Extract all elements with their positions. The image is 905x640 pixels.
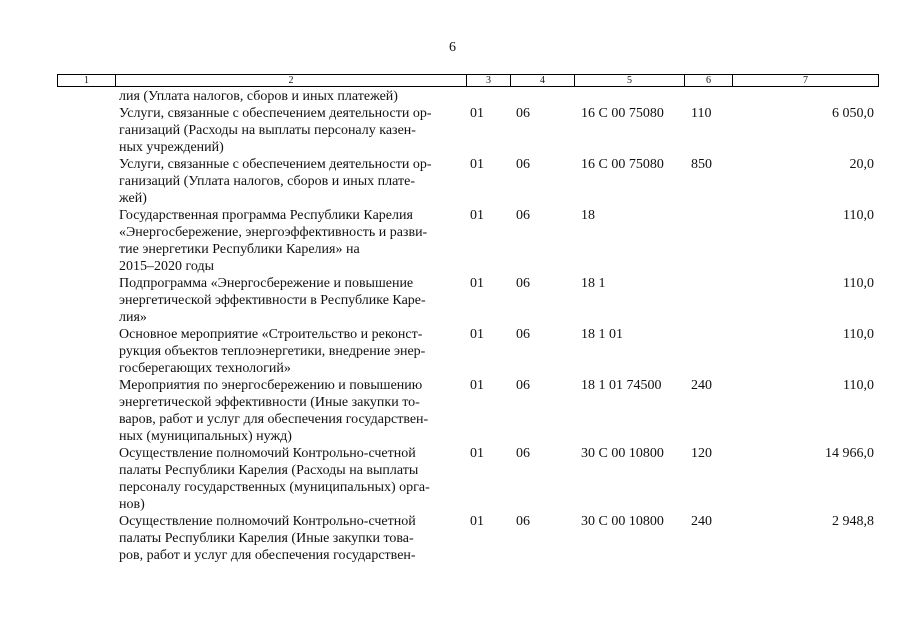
row-expense-type: 110 — [691, 106, 712, 121]
row-subsection-code: 06 — [516, 276, 530, 291]
row-section-code: 01 — [470, 157, 484, 172]
row-subsection-code: 06 — [516, 208, 530, 223]
table-row — [0, 513, 905, 564]
column-header-4: 4 — [510, 75, 574, 86]
column-header-3: 3 — [466, 75, 510, 86]
row-subsection-code: 06 — [516, 327, 530, 342]
table-body — [0, 88, 905, 564]
column-header-7: 7 — [732, 75, 878, 86]
column-header-2: 2 — [115, 75, 466, 86]
row-expense-type: 120 — [691, 446, 712, 461]
column-header-1: 1 — [84, 75, 89, 86]
column-header-5: 5 — [574, 75, 684, 86]
row-expense-type: 240 — [691, 514, 712, 529]
row-description: Услуги, связанные с обеспечением деятельности ор- ганизаций (Уплата налогов, сборов и иных плате- жей) — [119, 157, 432, 206]
table-row — [0, 445, 905, 513]
row-target-article: 16 С 00 75080 — [581, 157, 664, 172]
continuation-row — [0, 88, 905, 105]
column-header-6: 6 — [684, 75, 732, 86]
row-target-article: 18 1 01 — [581, 327, 623, 342]
row-amount: 6 050,0 — [832, 106, 874, 121]
row-expense-type: 240 — [691, 378, 712, 393]
row-amount: 20,0 — [849, 157, 874, 172]
row-subsection-code: 06 — [516, 378, 530, 393]
row-amount: 2 948,8 — [832, 514, 874, 529]
row-target-article: 18 1 — [581, 276, 606, 291]
row-target-article: 16 С 00 75080 — [581, 106, 664, 121]
row-section-code: 01 — [470, 276, 484, 291]
row-description: Осуществление полномочий Контрольно-счетной палаты Республики Карелия (Иные закупки това- ров, работ и услуг для обеспечения государствен- — [119, 514, 416, 563]
row-description: Услуги, связанные с обеспечением деятельности ор- ганизаций (Расходы на выплаты персоналу казен- ных учреждений) — [119, 106, 432, 155]
row-subsection-code: 06 — [516, 446, 530, 461]
row-subsection-code: 06 — [516, 106, 530, 121]
page-number: 6 — [449, 40, 456, 55]
row-description: Государственная программа Республики Карелия «Энергосбережение, энергоэффективность и разви- тие энергетики Республики Карелия» на 2015–2020 годы — [119, 208, 428, 274]
row-expense-type: 850 — [691, 157, 712, 172]
row-subsection-code: 06 — [516, 157, 530, 172]
row-target-article: 30 С 00 10800 — [581, 446, 664, 461]
row-amount: 110,0 — [843, 276, 874, 291]
row-target-article: 18 1 01 74500 — [581, 378, 662, 393]
row-section-code: 01 — [470, 514, 484, 529]
row-amount: 110,0 — [843, 208, 874, 223]
row-target-article: 18 — [581, 208, 595, 223]
table-row — [0, 326, 905, 377]
row-amount: 110,0 — [843, 327, 874, 342]
table-row — [0, 377, 905, 445]
row-description: Мероприятия по энергосбережению и повышению энергетической эффективности (Иные закупки то- варов, работ и услуг для обеспечения государствен- ных (муниципальных) нужд) — [119, 378, 429, 444]
table-row — [0, 207, 905, 275]
row-section-code: 01 — [470, 106, 484, 121]
row-target-article: 30 С 00 10800 — [581, 514, 664, 529]
continuation-text: лия (Уплата налогов, сборов и иных платежей) — [119, 89, 398, 104]
column-header-row — [57, 74, 879, 87]
row-description: Подпрограмма «Энергосбережение и повышение энергетической эффективности в Республике Каре- лия» — [119, 276, 426, 325]
row-section-code: 01 — [470, 378, 484, 393]
table-row — [0, 275, 905, 326]
table-row — [0, 105, 905, 156]
row-section-code: 01 — [470, 208, 484, 223]
row-subsection-code: 06 — [516, 514, 530, 529]
row-amount: 14 966,0 — [825, 446, 874, 461]
row-amount: 110,0 — [843, 378, 874, 393]
row-section-code: 01 — [470, 327, 484, 342]
row-description: Осуществление полномочий Контрольно-счетной палаты Республики Карелия (Расходы на выплаты персоналу государственных (муниципальных) орга- нов) — [119, 446, 430, 512]
row-description: Основное мероприятие «Строительство и реконст- рукция объектов теплоэнергетики, внедрение энер- госберегающих технологий» — [119, 327, 426, 376]
table-row — [0, 156, 905, 207]
row-section-code: 01 — [470, 446, 484, 461]
